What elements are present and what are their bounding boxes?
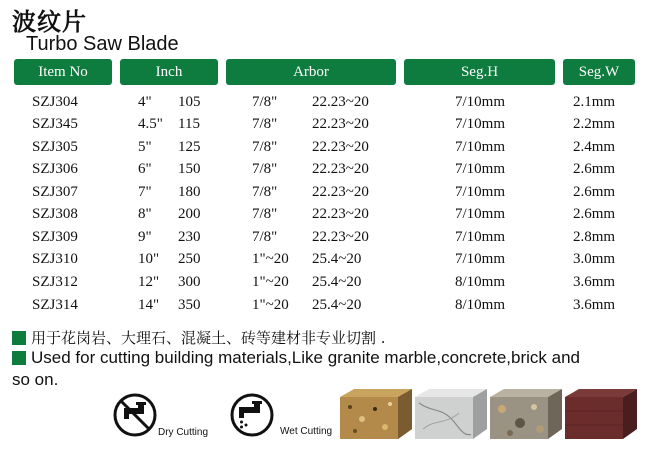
- seg-h: 7/10mm: [455, 161, 506, 177]
- item-no: SZJ309: [32, 229, 78, 245]
- header-seg-h: Seg.H: [404, 59, 555, 85]
- seg-h: 7/10mm: [455, 206, 506, 222]
- item-no: SZJ308: [32, 206, 78, 222]
- page-title-cn: 波纹片: [12, 8, 87, 36]
- water-faucet-icon: [229, 392, 275, 443]
- table-row: [0, 161, 649, 183]
- inch: 12": [138, 274, 160, 290]
- table-row: [0, 274, 649, 296]
- arbor-inch: 7/8": [252, 139, 278, 155]
- diameter-mm: 105: [178, 94, 201, 110]
- table-row: [0, 139, 649, 161]
- inch: 6": [138, 161, 152, 177]
- seg-w: 2.4mm: [573, 139, 616, 155]
- item-no: SZJ345: [32, 116, 78, 132]
- arbor-inch: 1"~20: [252, 274, 289, 290]
- marble-sample-image: [415, 389, 487, 439]
- table-row: [0, 229, 649, 251]
- diameter-mm: 200: [178, 206, 201, 222]
- table-row: [0, 251, 649, 273]
- seg-h: 7/10mm: [455, 184, 506, 200]
- arbor-inch: 7/8": [252, 229, 278, 245]
- diameter-mm: 250: [178, 251, 201, 267]
- item-no: SZJ310: [32, 251, 78, 267]
- usage-note-cn: [12, 327, 386, 348]
- item-no: SZJ307: [32, 184, 78, 200]
- inch: 9": [138, 229, 152, 245]
- page-title-en: Turbo Saw Blade: [26, 33, 179, 55]
- arbor-mm: 22.23~20: [312, 94, 369, 110]
- arbor-inch: 1"~20: [252, 251, 289, 267]
- seg-h: 8/10mm: [455, 274, 506, 290]
- inch: 8": [138, 206, 152, 222]
- usage-note-en-continued: so on.: [12, 370, 59, 389]
- table-row: [0, 116, 649, 138]
- seg-w: 2.6mm: [573, 184, 616, 200]
- arbor-mm: 25.4~20: [312, 297, 362, 313]
- arbor-mm: 22.23~20: [312, 206, 369, 222]
- table-row: [0, 297, 649, 319]
- header-inch: Inch: [120, 59, 218, 85]
- no-water-faucet-icon: [112, 392, 158, 443]
- diameter-mm: 125: [178, 139, 201, 155]
- wet-cutting-label: Wet Cutting: [280, 426, 333, 437]
- seg-h: 7/10mm: [455, 139, 506, 155]
- table-row: [0, 94, 649, 116]
- arbor-inch: 7/8": [252, 116, 278, 132]
- seg-h: 7/10mm: [455, 251, 506, 267]
- header-arbor: Arbor: [226, 59, 396, 85]
- seg-w: 2.6mm: [573, 161, 616, 177]
- diameter-mm: 300: [178, 274, 201, 290]
- item-no: SZJ306: [32, 161, 78, 177]
- header-item-no: Item No: [14, 59, 112, 85]
- seg-w: 2.8mm: [573, 229, 616, 245]
- arbor-inch: 7/8": [252, 184, 278, 200]
- arbor-inch: 1"~20: [252, 297, 289, 313]
- seg-w: 2.6mm: [573, 206, 616, 222]
- item-no: SZJ312: [32, 274, 78, 290]
- diameter-mm: 150: [178, 161, 201, 177]
- diameter-mm: 115: [178, 116, 200, 132]
- seg-h: 7/10mm: [455, 116, 506, 132]
- inch: 4.5": [138, 116, 163, 132]
- arbor-mm: 22.23~20: [312, 184, 369, 200]
- dry-cutting-label: Dry Cutting: [158, 427, 209, 438]
- seg-w: 3.6mm: [573, 274, 616, 290]
- arbor-inch: 7/8": [252, 94, 278, 110]
- seg-w: 3.0mm: [573, 251, 616, 267]
- table-row: [0, 206, 649, 228]
- seg-h: 7/10mm: [455, 94, 506, 110]
- item-no: SZJ314: [32, 297, 78, 313]
- diameter-mm: 230: [178, 229, 201, 245]
- inch: 5": [138, 139, 152, 155]
- inch: 14": [138, 297, 160, 313]
- inch: 10": [138, 251, 160, 267]
- seg-h: 7/10mm: [455, 229, 506, 245]
- granite-sample-image: [340, 389, 412, 439]
- brick-sample-image: [565, 389, 637, 439]
- item-no: SZJ304: [32, 94, 78, 110]
- inch: 4": [138, 94, 152, 110]
- item-no: SZJ305: [32, 139, 78, 155]
- seg-w: 2.1mm: [573, 94, 616, 110]
- seg-w: 2.2mm: [573, 116, 616, 132]
- diameter-mm: 350: [178, 297, 201, 313]
- seg-h: 8/10mm: [455, 297, 506, 313]
- arbor-mm: 25.4~20: [312, 251, 362, 267]
- arbor-mm: 25.4~20: [312, 274, 362, 290]
- arbor-inch: 7/8": [252, 161, 278, 177]
- arbor-mm: 22.23~20: [312, 161, 369, 177]
- bullet-square-icon: [12, 351, 26, 365]
- arbor-mm: 22.23~20: [312, 229, 369, 245]
- seg-w: 3.6mm: [573, 297, 616, 313]
- usage-note-en: [12, 348, 580, 368]
- usage-note-en-text: Used for cutting building materials,Like granite marble,concrete,brick and: [31, 348, 580, 367]
- header-seg-w: Seg.W: [563, 59, 635, 85]
- arbor-mm: 22.23~20: [312, 139, 369, 155]
- diameter-mm: 180: [178, 184, 201, 200]
- usage-note-cn-text: 用于花岗岩、大理石、混凝土、砖等建材非专业切割 .: [31, 329, 386, 347]
- stone-sample-image: [490, 389, 562, 439]
- arbor-mm: 22.23~20: [312, 116, 369, 132]
- arbor-inch: 7/8": [252, 206, 278, 222]
- table-row: [0, 184, 649, 206]
- bullet-square-icon: [12, 331, 26, 345]
- inch: 7": [138, 184, 152, 200]
